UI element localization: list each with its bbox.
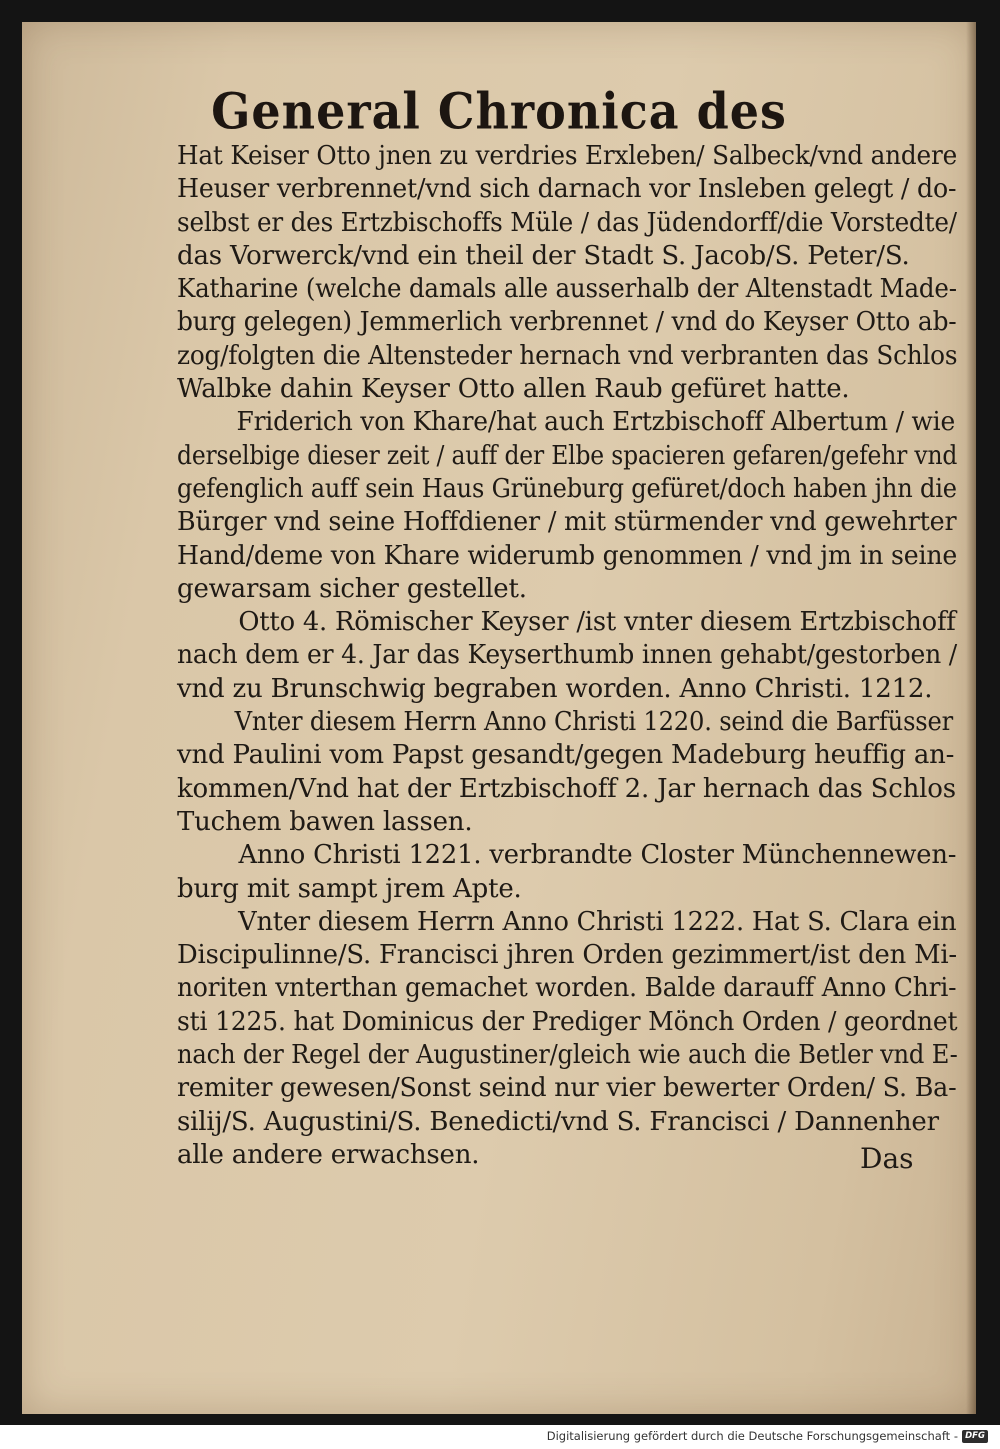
text-line: silij/S. Augustini/S. Benedicti/vnd S. Francisci / Dannenher: [177, 1106, 939, 1137]
text-line: vnd Paulini vom Papst gesandt/gegen Madeburg heuffig an-: [177, 740, 955, 771]
text-line: Hand/deme von Khare widerumb genommen / vnd jm in seine: [177, 540, 958, 571]
text-line: nach der Regel der Augustiner/gleich wie auch die Betler vnd E-: [177, 1040, 958, 1071]
text-line: Vnter diesem Herrn Anno Christi 1222. Hat S. Clara ein: [238, 906, 957, 937]
text-line: das Vorwerck/vnd ein theil der Stadt S. Jacob/S. Peter/S.: [177, 240, 910, 271]
footer-bar: [0, 1425, 1000, 1449]
text-line: Bürger vnd seine Hoffdiener / mit stürmender vnd gewehrter: [177, 507, 957, 538]
text-line: remiter gewesen/Sonst seind nur vier bewerter Orden/ S. Ba-: [177, 1073, 957, 1104]
text-line: vnd zu Brunschwig begraben worden. Anno Christi. 1212.: [177, 673, 933, 704]
book-page: [22, 22, 976, 1414]
text-line: gewarsam sicher gestellet.: [177, 573, 527, 604]
body-text: [177, 140, 957, 1172]
text-line: noriten vnterthan gemachet worden. Balde darauff Anno Chri-: [177, 973, 957, 1004]
text-line: sti 1225. hat Dominicus der Prediger Mönch Orden / geordnet: [177, 1006, 958, 1037]
text-line: alle andere erwachsen.: [177, 1139, 480, 1170]
text-line: Tuchem bawen lassen.: [177, 806, 473, 837]
text-line: Vnter diesem Herrn Anno Christi 1220. seind die Barfüsser: [234, 707, 954, 738]
text-line: Hat Keiser Otto jnen zu verdries Erxleben/ Salbeck/vnd andere: [177, 141, 958, 171]
text-line: derselbige dieser zeit / auff der Elbe spacieren gefaren/gefehr vnd: [177, 440, 958, 471]
text-line: nach dem er 4. Jar das Keyserthumb innen gehabt/gestorben /: [177, 640, 958, 671]
text-line: Walbke dahin Keyser Otto allen Raub gefüret hatte.: [177, 374, 850, 405]
text-line: selbst er des Ertzbischoffs Müle / das Jüdendorff/die Vorstedte/: [177, 207, 957, 238]
text-line: Friderich von Khare/hat auch Ertzbischoff Albertum / wie: [236, 407, 956, 438]
text-line: gefenglich auff sein Haus Grüneburg gefüret/doch haben jhn die: [177, 473, 957, 504]
text-line: Heuser verbrennet/vnd sich darnach vor Insleben gelegt / do-: [177, 174, 957, 205]
dfg-logo: DFG: [962, 1430, 988, 1443]
text-line: zog/folgten die Altensteder hernach vnd verbranten das Schlos: [177, 340, 958, 371]
text-line: burg gelegen) Jemmerlich verbrennet / vnd do Keyser Otto ab-: [177, 307, 957, 338]
text-line: kommen/Vnd hat der Ertzbischoff 2. Jar hernach das Schlos: [177, 773, 956, 804]
catchword: Das: [860, 1142, 914, 1175]
text-line: Otto 4. Römischer Keyser /ist vnter diesem Ertzbischoff: [238, 607, 956, 638]
text-line: burg mit sampt jrem Apte.: [177, 873, 522, 904]
text-line: Katharine (welche damals alle ausserhalb der Altenstadt Made-: [177, 274, 957, 305]
text-line: Anno Christi 1221. verbrandte Closter Münchennewen-: [238, 840, 957, 871]
running-head: General Chronica des: [211, 81, 787, 141]
text-line: Discipulinne/S. Francisci jhren Orden gezimmert/ist den Mi-: [177, 940, 957, 971]
page-edge-shadow: [966, 22, 976, 1414]
funding-note: Digitalisierung gefördert durch die Deutsche Forschungsgemeinschaft -: [546, 1429, 958, 1443]
